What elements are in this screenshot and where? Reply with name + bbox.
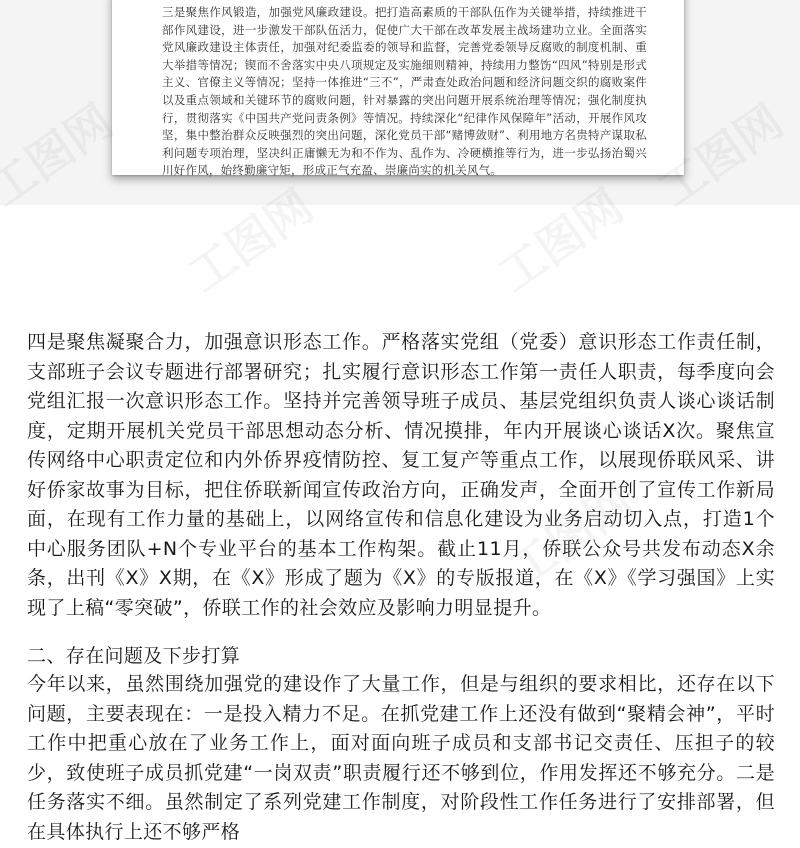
- section-heading: 二、存在问题及下步打算: [27, 645, 241, 667]
- watermark: [484, 171, 635, 304]
- watermark: [174, 171, 325, 304]
- watermark: [0, 86, 124, 219]
- document-image-band: [0, 0, 800, 205]
- paragraph-ideology-work: 四是聚焦凝聚合力，加强意识形态工作。严格落实党组（党委）意识形态工作责任制，支部班子会议专题进行部署研究；扎实履行意识形态工作第一责任人职责，每季度向会党组汇报一次意识形态工作。坚持并完善领导班子成员、基层党组织负责人谈心谈话制度，定期开展机关党员干部思想动态分析、情况摸排，年内开展谈心谈话X次。聚焦宣传网络中心职责定位和内外侨界疫情防控、复工复产等重点工作，以展现侨联风采、讲好侨家故事为目标，把住侨联新闻宣传政治方向，正确发声，全面开创了宣传工作新局面，在现有工作力量的基础上，以网络宣传和信息化建设为业务启动切入点，打造1个中心服务团队+N个专业平台的基本工作构架。截止11月，侨联公众号共发布动态X余条，出刊《X》X期，在《X》形成了题为《X》的专版报道，在《X》《学习强国》上实现了上稿“零突破”，侨联工作的社会效应及影响力明显提升。: [27, 331, 775, 619]
- document-image: [112, 0, 684, 178]
- document-image-text: 三是聚焦作风锻造，加强党风廉政建设。把打造高素质的干部队伍作为关键举措，持续推进干部作风建设，进一步激发干部队伍活力，促使广大干部在改革发展主战场建功立业。全面落实党风廉政建设主体责任，加强对纪委监委的领导和监督，完善党委领导反腐败的制度机制、重大举措等情况；锲而不舍落实中央八项规定及实施细则精神，持续用力整饬“四风”特别是形式主义、官僚主义等情况；坚持一体推进“三不”，严肃查处政治问题和经济问题交织的腐败案件以及重点领域和关键环节的腐败问题，针对暴露的突出问题开展系统治理等情况；强化制度执行，贯彻落实《中国共产党问责条例》等情况。持续深化“纪律作风保障年”活动，开展作风攻坚，集中整治群众反映强烈的突出问题，深化党员干部“赌博敛财”、利用地方名贵特产谋取私利问题专项治理，坚决纠正庸懒无为和不作为、乱作为、冷硬横推等行为，进一步弘扬治蜀兴川好作风，始终勤廉守矩，形成正气充盈、崇廉尚实的机关风气。: [162, 5, 647, 178]
- paragraph-problems: 今年以来，虽然围绕加强党的建设作了大量工作，但是与组织的要求相比，还存在以下问题，主要表现在：一是投入精力不足。在抓党建工作上还没有做到“聚精会神”，平时工作中把重心放在了业务工作上，面对面向班子成员和支部书记交责任、压担子的较少，致使班子成员抓党建“一岗双责”职责履行还不够到位，作用发挥还不够充分。二是任务落实不细。虽然制定了系列党建工作制度，对阶段性工作任务进行了安排部署，但在具体执行上还不够严格: [27, 673, 775, 843]
